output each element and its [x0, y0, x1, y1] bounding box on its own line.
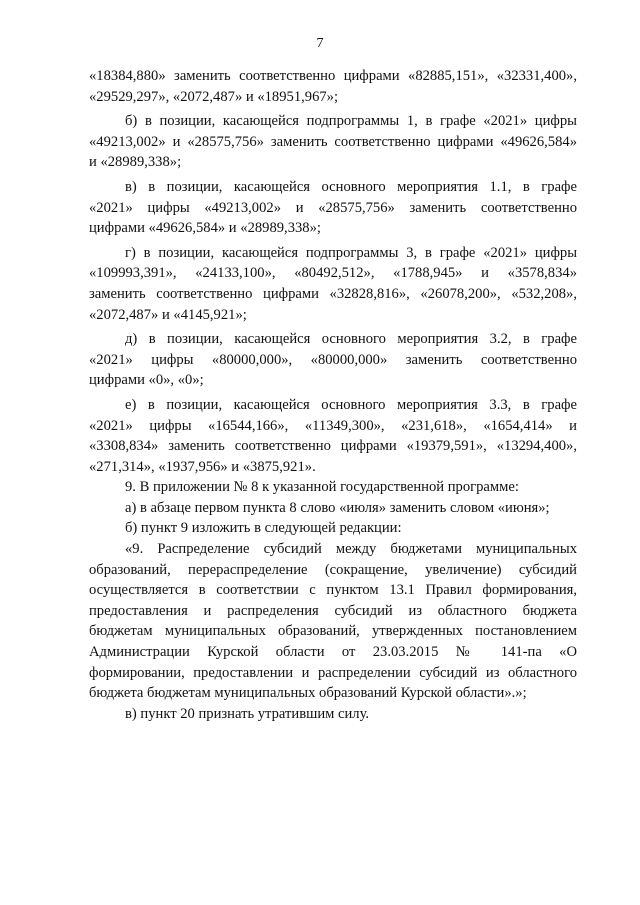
- text-line: «271,314», «1937,956» и «3875,921».: [89, 458, 316, 475]
- text-line: и «28989,338»;: [89, 154, 182, 171]
- paragraph-b2: [89, 518, 577, 539]
- text-line: б) пункт 9 изложить в следующей редакции:: [125, 520, 402, 537]
- paragraph-v: [89, 177, 577, 239]
- paragraph-a: [89, 498, 577, 519]
- text-line: цифрами «49626,584» и «28989,338»;: [89, 220, 321, 237]
- text-line: предоставления и распределения субсидий из областного бюджета: [89, 602, 577, 619]
- text-line: «2072,487» и «4145,921»;: [89, 306, 247, 323]
- text-line: «18384,880» заменить соответственно цифрами «82885,151», «32331,400»,: [89, 68, 577, 84]
- text-line: «3308,834» заменить соответственно цифрами «19379,591», «13294,400»,: [89, 438, 577, 455]
- text-line: е) в позиции, касающейся основного мероприятия 3.3, в графе: [125, 396, 577, 413]
- paragraph-e: [89, 395, 577, 477]
- text-line: «109993,391», «24133,100», «80492,512», «1788,945» и «3578,834»: [89, 265, 577, 282]
- text-line: Администрации Курской области от 23.03.2015 № 141-па «О: [89, 644, 577, 661]
- text-line: формировании, предоставлении и распределении субсидий из областного: [89, 664, 577, 681]
- paragraph-cont: [89, 66, 577, 107]
- paragraph-quote: [89, 539, 577, 704]
- text-line: «49213,002» и «28575,756» заменить соответственно цифрами «49626,584»: [89, 133, 577, 150]
- text-line: в) пункт 20 признать утратившим силу.: [125, 705, 370, 722]
- text-line: заменить соответственно цифрами «32828,816», «26078,200», «532,208»,: [89, 285, 577, 302]
- paragraph-d: [89, 329, 577, 391]
- paragraph-v2: [89, 704, 577, 725]
- text-line: «2021» цифры «16544,166», «11349,300», «231,618», «1654,414» и: [89, 417, 577, 434]
- text-line: в) в позиции, касающейся основного мероприятия 1.1, в графе: [125, 178, 577, 195]
- paragraph-b: [89, 111, 577, 173]
- text-line: «29529,297», «2072,487» и «18951,967»;: [89, 88, 339, 105]
- text-line: а) в абзаце первом пункта 8 слово «июля» заменить словом «июня»;: [125, 499, 550, 516]
- text-line: 9. В приложении № 8 к указанной государственной программе:: [125, 479, 519, 496]
- text-line: б) в позиции, касающейся подпрограммы 1, в графе «2021» цифры: [125, 113, 577, 130]
- text-line: «2021» цифры «49213,002» и «28575,756» заменить соответственно: [89, 199, 577, 216]
- page-number: 7: [316, 36, 324, 51]
- text-line: д) в позиции, касающейся основного мероприятия 3.2, в графе: [125, 331, 577, 348]
- text-line: бюджета бюджетам муниципальных образований Курской области».»;: [89, 685, 527, 702]
- paragraph-item9: [89, 477, 577, 498]
- paragraph-g: [89, 243, 577, 325]
- text-line: «9. Распределение субсидий между бюджетами муниципальных: [125, 541, 577, 558]
- text-line: бюджетам муниципальных образований, утвержденных постановлением: [89, 623, 577, 640]
- text-line: образований, перераспределение (сокращение, увеличение) субсидий: [89, 561, 577, 578]
- text-line: «2021» цифры «80000,000», «80000,000» заменить соответственно: [89, 351, 577, 368]
- text-line: цифрами «0», «0»;: [89, 372, 204, 389]
- text-line: г) в позиции, касающейся подпрограммы 3, в графе «2021» цифры: [125, 244, 577, 261]
- text-line: осуществляется в соответствии с пунктом 13.1 Правил формирования,: [89, 582, 577, 599]
- document-body: [89, 66, 577, 724]
